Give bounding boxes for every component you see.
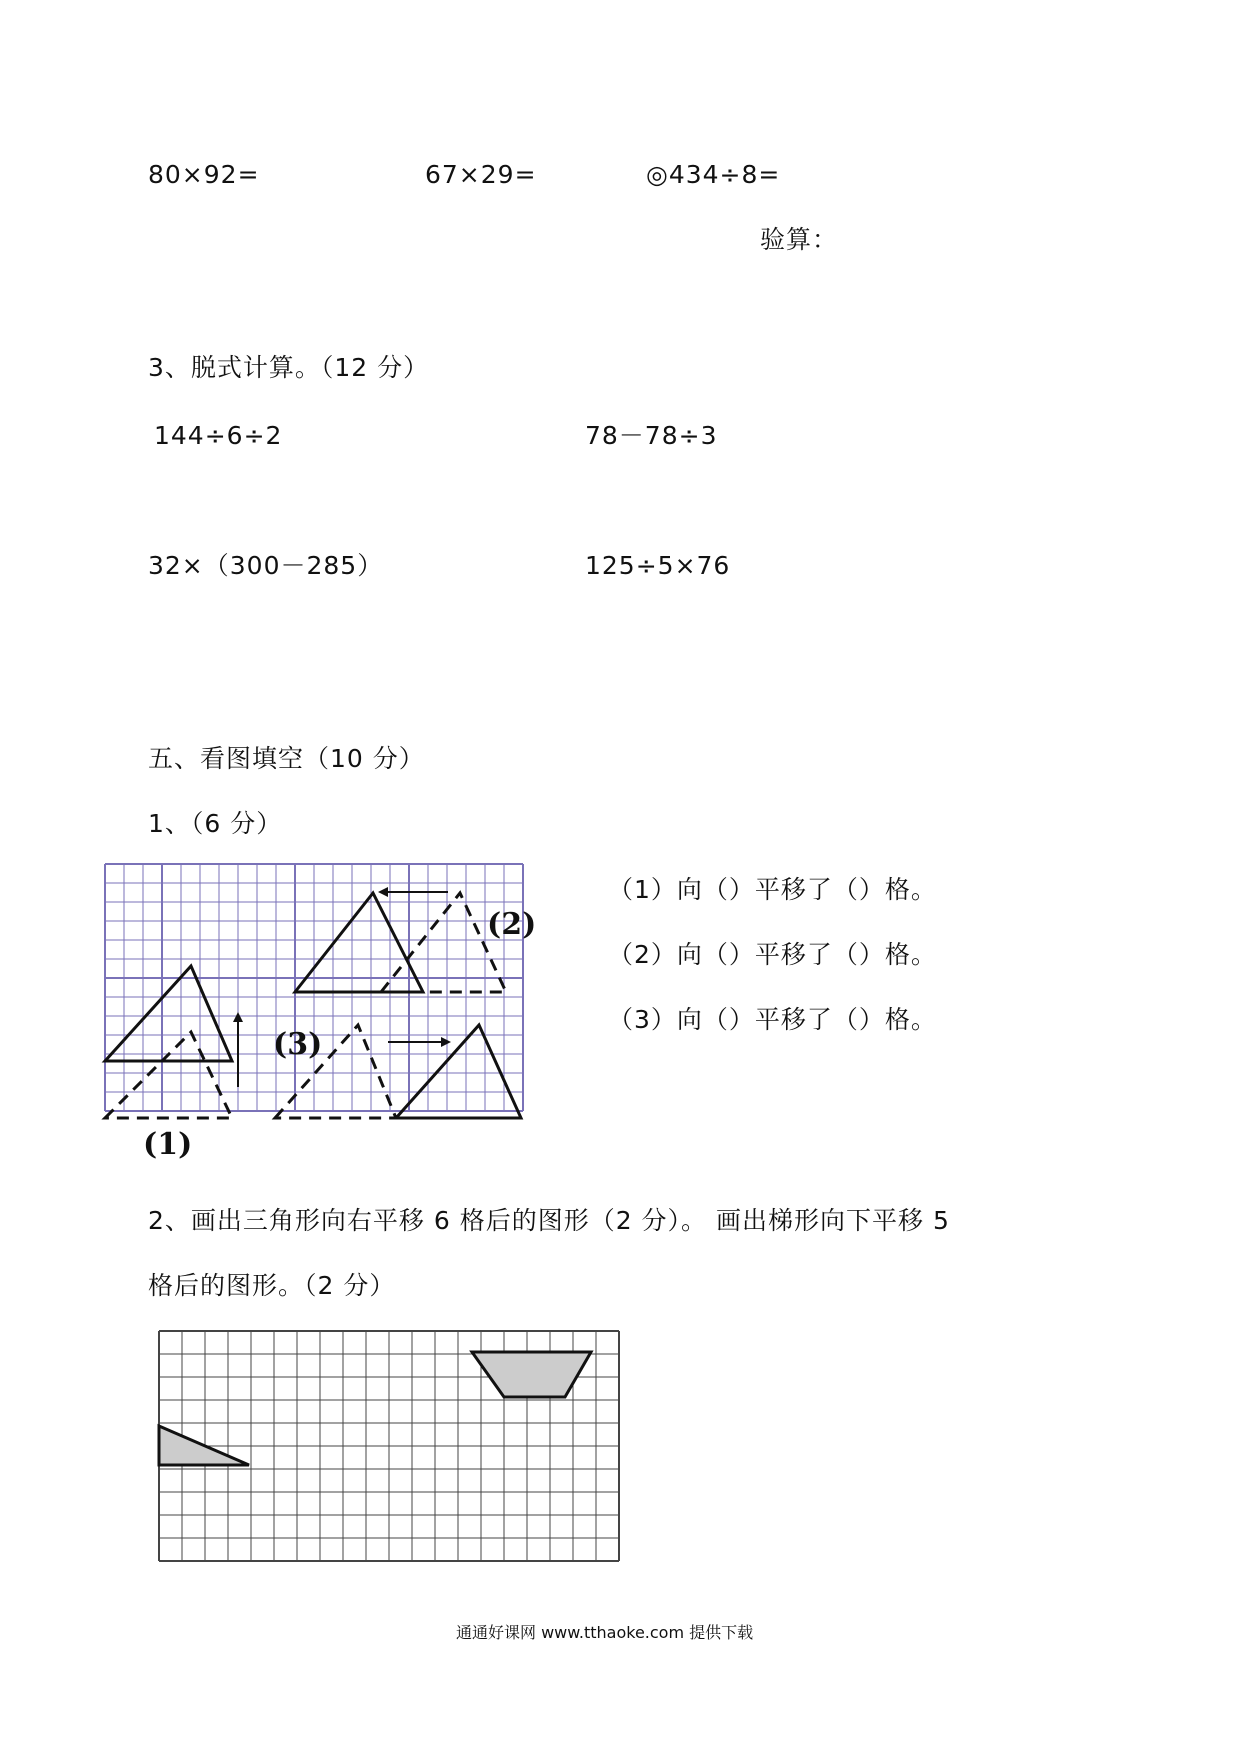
q2-line-2: 格后的图形。（2 分） [148, 1271, 396, 1300]
q3-expr-4: 125÷5×76 [585, 551, 731, 580]
drawing-grid-figure [158, 1330, 623, 1565]
q1-line-3: （3）向（）平移了（）格。 [608, 1005, 937, 1034]
q2-line-1: 2、画出三角形向右平移 6 格后的图形（2 分）。 画出梯形向下平移 5 [148, 1206, 950, 1235]
calc-item-2: 67×29= [425, 160, 537, 189]
q1-title: 1、（6 分） [148, 809, 283, 838]
q3-expr-2: 78－78÷3 [585, 421, 718, 450]
arrow-left-head [378, 887, 388, 897]
figure-label-3: (3) [273, 1027, 323, 1062]
check-label: 验算： [760, 225, 839, 254]
figure-label-1: (1) [143, 1127, 193, 1162]
calc-item-3: ◎434÷8= [646, 160, 781, 189]
figure-label-2: (2) [487, 907, 537, 942]
arrow-up-head [233, 1012, 243, 1022]
q3-title: 3、脱式计算。（12 分） [148, 353, 430, 382]
q1-line-1: （1）向（）平移了（）格。 [608, 875, 937, 904]
footer-text: 通通好课网 www.tthaoke.com 提供下载 [456, 1623, 754, 1642]
q3-expr-1: 144÷6÷2 [154, 421, 283, 450]
grid-paper [105, 864, 523, 1111]
translation-figure [103, 862, 537, 1162]
triangle-3-solid [396, 1025, 521, 1118]
arrow-right-head [441, 1037, 451, 1047]
q3-expr-3: 32×（300－285） [148, 551, 384, 580]
calc-item-1: 80×92= [148, 160, 260, 189]
section5-title: 五、看图填空（10 分） [148, 744, 425, 773]
q1-line-2: （2）向（）平移了（）格。 [608, 940, 937, 969]
